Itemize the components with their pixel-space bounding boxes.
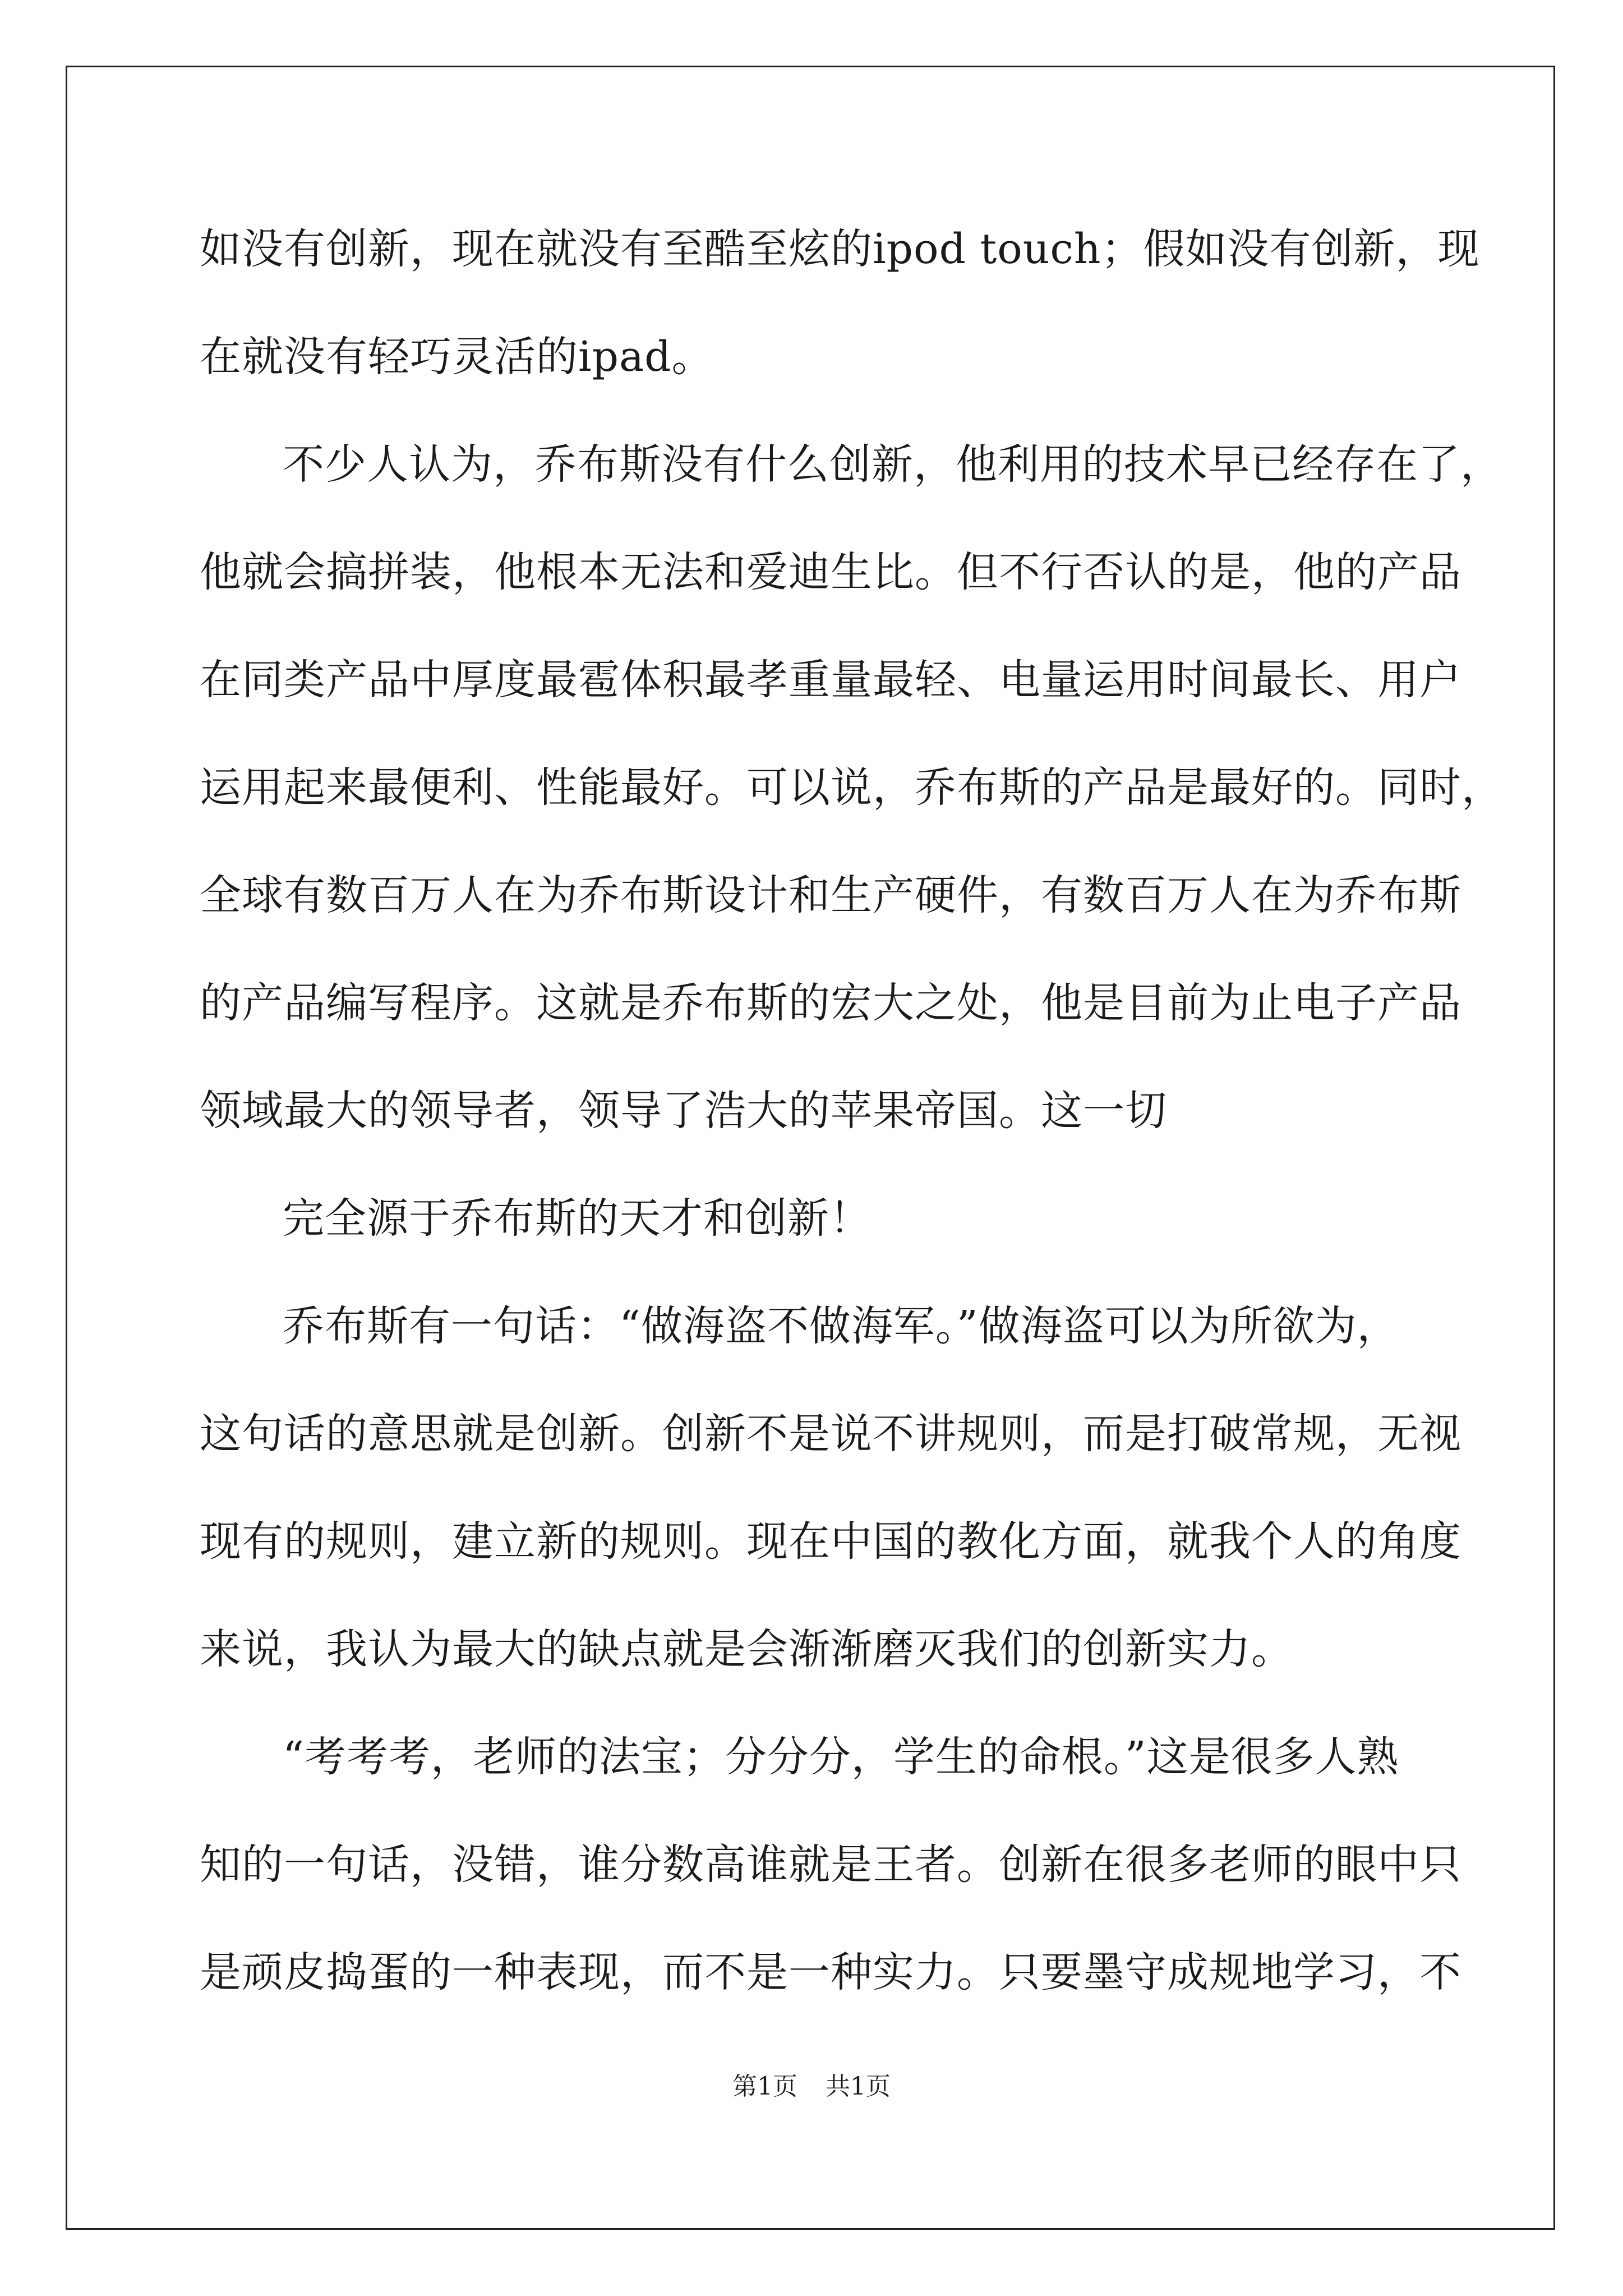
text-line: 这句话的意思就是创新。创新不是说不讲规则，而是打破常规，无视 <box>200 1410 1461 1458</box>
paragraph-start-line: 完全源于乔布斯的天才和创新！ <box>283 1194 872 1243</box>
text-line: 运用起来最便利、性能最好。可以说，乔布斯的产品是最好的。同时， <box>200 763 1504 812</box>
text-line: 知的一句话，没错，谁分数高谁就是王者。创新在很多老师的眼中只 <box>200 1841 1461 1889</box>
paragraph-start-line: 不少人认为，乔布斯没有什么创新，他利用的技术早已经存在了， <box>283 440 1502 489</box>
text-line: 的产品编写程序。这就是乔布斯的宏大之处，他是目前为止电子产品 <box>200 979 1461 1027</box>
paragraph-start-line: 乔布斯有一句话：“做海盗不做海军。”做海盗可以为所欲为， <box>283 1302 1399 1350</box>
paragraph-start-line: “考考考，老师的法宝；分分分，学生的命根。”这是很多人熟 <box>283 1733 1399 1781</box>
text-line: 他就会搞拼装，他根本无法和爱迪生比。但不行否认的是，他的产品 <box>200 548 1461 596</box>
text-line: 在就没有轻巧灵活的ipad。 <box>200 333 714 381</box>
text-line: 领域最大的领导者，领导了浩大的苹果帝国。这一切 <box>200 1087 1167 1135</box>
text-line: 是顽皮捣蛋的一种表现，而不是一种实力。只要墨守成规地学习，不 <box>200 1948 1461 1996</box>
text-line: 现有的规则，建立新的规则。现在中国的教化方面，就我个人的角度 <box>200 1517 1461 1566</box>
text-line: 如没有创新，现在就没有至酷至炫的ipod touch；假如没有创新，现 <box>200 225 1480 273</box>
text-line: 来说，我认为最大的缺点就是会渐渐磨灭我们的创新实力。 <box>200 1625 1293 1673</box>
page-footer <box>0 2070 1623 2104</box>
page-number: 第1页 <box>732 2072 797 2101</box>
page-total: 共1页 <box>826 2072 891 2101</box>
text-line: 全球有数百万人在为乔布斯设计和生产硬件，有数百万人在为乔布斯 <box>200 871 1461 919</box>
document-body <box>200 216 1504 2047</box>
text-line: 在同类产品中厚度最雹体积最孝重量最轻、电量运用时间最长、用户 <box>200 656 1461 704</box>
